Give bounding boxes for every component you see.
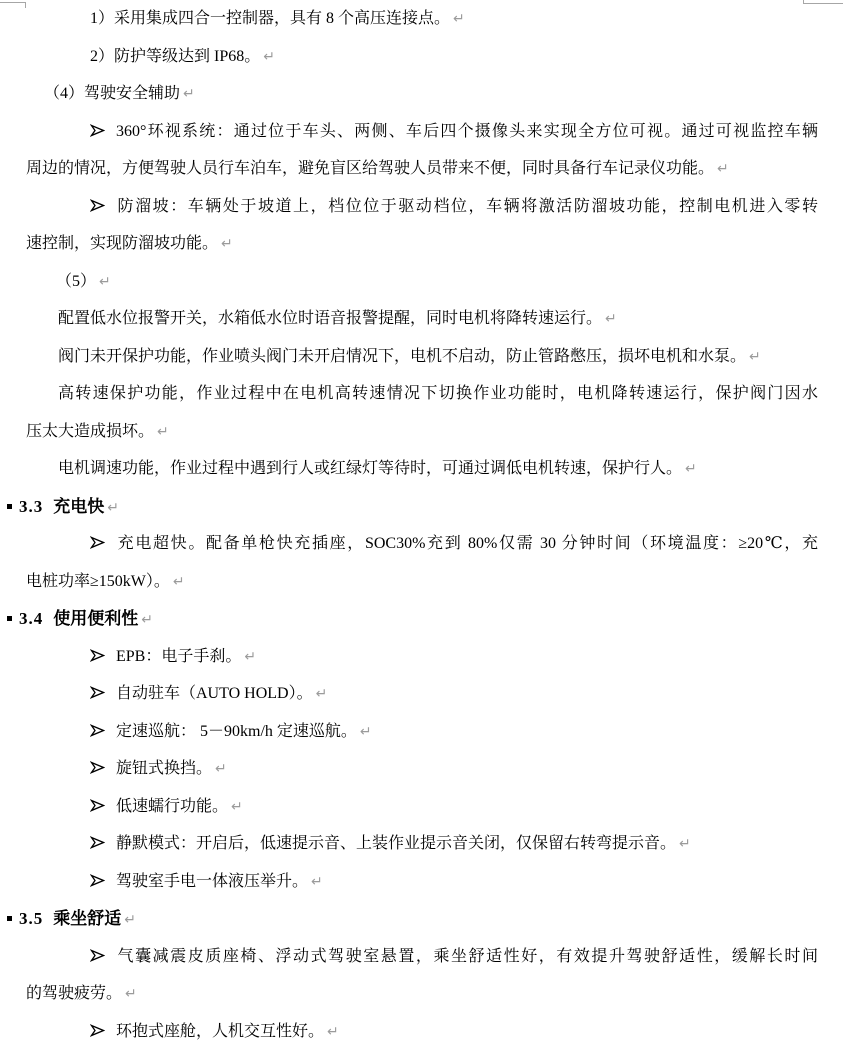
list-item-text: 2）防护等级达到 IP68。 [90, 47, 261, 65]
paragraph-mark: ↵ [315, 686, 328, 702]
list-item-text: 环抱式座舱，人机交互性好。 [116, 1022, 325, 1040]
paragraph-mark: ↵ [244, 648, 257, 665]
list-item-text: 气囊减震皮质座椅、浮动式驾驶室悬置，乘坐舒适性好，有效提升驾驶舒适性，缓解长时间 [116, 947, 818, 965]
list-item-text: 静默模式：开启后，低速提示音、上装作业提示音关闭，仅保留右转弯提示音。 [116, 835, 677, 852]
paragraph-line [58, 338, 818, 376]
paragraph-mark: ↵ [717, 161, 729, 177]
list-item-text: 的驾驶疲劳。 [26, 985, 123, 1002]
arrow-bullet-icon [90, 863, 116, 901]
bullet-list-item [90, 713, 818, 751]
numbered-list-item [90, 38, 818, 76]
section-title: 使用便利性 [53, 609, 139, 628]
arrow-bullet-icon [90, 938, 116, 976]
list-item-text: 低速蠕行功能。 [116, 797, 229, 815]
bullet-list-item [90, 825, 818, 863]
section-heading-3-3 [7, 488, 818, 526]
bullet-list-item [90, 638, 818, 676]
arrow-bullet-icon [90, 825, 116, 863]
text-boundary-crop-mark-left [0, 2, 26, 8]
bullet-list-item [90, 188, 818, 226]
paragraph-line [26, 225, 818, 263]
paragraph-mark: ↵ [359, 723, 372, 740]
arrow-bullet-icon [90, 638, 116, 676]
bullet-list-item [90, 938, 818, 976]
paragraph-line [26, 563, 818, 601]
arrow-bullet-icon [90, 113, 116, 151]
square-bullet-icon [7, 504, 12, 509]
bullet-list-item [90, 1013, 818, 1051]
bullet-list-item [90, 788, 818, 826]
paragraph-mark: ↵ [749, 348, 761, 365]
paragraph-text: 阀门未开保护功能，作业喷头阀门未开启情况下，电机不启动，防止管路憋压，损坏电机和水泵。 [58, 347, 747, 365]
paragraph-mark: ↵ [183, 86, 195, 102]
paragraph-mark: ↵ [221, 236, 233, 252]
square-bullet-icon [7, 616, 12, 621]
list-item-text: 充电超快。配备单枪快充插座，SOC30%充到 80%仅需 30 分钟时间（环境温度：≥20℃，充 [116, 535, 818, 552]
paragraph-mark: ↵ [215, 761, 227, 777]
paragraph-line [58, 450, 818, 488]
section-title: 充电快 [53, 496, 105, 516]
text-boundary-crop-mark-right [803, 0, 843, 4]
section-number: 3.4 [19, 609, 44, 628]
bullet-list-item [90, 113, 818, 151]
arrow-bullet-icon [90, 1013, 116, 1051]
list-item-text: 1）采用集成四合一控制器，具有 8 个高压连接点。 [90, 10, 451, 27]
list-item-text: 自动驻车（AUTO HOLD）。 [116, 685, 313, 702]
list-item-text: 驾驶室手电一体液压举升。 [116, 872, 309, 890]
paragraph-text: 压太大造成损坏。 [26, 422, 155, 440]
paragraph-mark: ↵ [679, 836, 691, 852]
section-number: 3.3 [19, 496, 44, 516]
paragraph-text: 配置低水位报警开关，水箱低水位时语音报警提醒，同时电机将降转速运行。 [58, 310, 603, 327]
list-item-text: 电桩功率≥150kW）。 [26, 572, 170, 590]
paragraph-mark: ↵ [327, 1023, 339, 1040]
list-item-text: 防溜坡：车辆处于坡道上，档位位于驱动档位，车辆将激活防溜坡功能，控制电机进入零转 [116, 197, 818, 215]
section-title: 乘坐舒适 [53, 909, 122, 928]
paragraph-line [26, 413, 818, 451]
paragraph-line [26, 150, 818, 188]
bullet-list-item [90, 863, 818, 901]
paragraph-line [58, 375, 818, 413]
bullet-list-item [90, 525, 818, 563]
list-item-text: 旋钮式换挡。 [116, 760, 213, 777]
paragraph-mark: ↵ [311, 873, 323, 890]
list-item-text: 定速巡航： 5－90km/h 定速巡航。 [116, 722, 357, 740]
arrow-bullet-icon [90, 525, 116, 563]
bullet-list-item [90, 675, 818, 713]
paragraph-mark: ↵ [124, 912, 136, 928]
arrow-bullet-icon [90, 713, 116, 751]
list-item-text: 速控制，实现防溜坡功能。 [26, 235, 219, 252]
arrow-bullet-icon [90, 750, 116, 788]
paragraph-mark: ↵ [231, 798, 243, 815]
subheading-text: （5） [56, 272, 97, 290]
paragraph-mark: ↵ [172, 573, 185, 590]
paragraph-text: 电机调速功能，作业过程中遇到行人或红绿灯等待时，可通过调低电机转速，保护行人。 [58, 460, 683, 477]
section-number: 3.5 [19, 909, 44, 928]
paragraph-mark: ↵ [453, 11, 465, 27]
paragraph-mark: ↵ [685, 461, 697, 477]
paragraph-line [58, 300, 818, 338]
paren-subheading [44, 75, 818, 113]
square-bullet-icon [7, 916, 12, 921]
paragraph-mark: ↵ [141, 612, 153, 628]
paragraph-mark: ↵ [99, 273, 111, 290]
paragraph-mark: ↵ [605, 311, 617, 327]
list-item-text: 360°环视系统：通过位于车头、两侧、车后四个摄像头来实现全方位可视。通过可视监控车辆 [116, 122, 818, 140]
numbered-list-item [90, 0, 818, 38]
paragraph-mark: ↵ [157, 423, 169, 440]
paragraph-mark: ↵ [107, 499, 119, 516]
arrow-bullet-icon [90, 788, 116, 826]
paren-subheading [56, 263, 818, 301]
arrow-bullet-icon [90, 188, 116, 226]
arrow-bullet-icon [90, 675, 116, 713]
subheading-text: （4）驾驶安全辅助 [44, 85, 181, 102]
paragraph-text: 高转速保护功能，作业过程中在电机高转速情况下切换作业功能时，电机降转速运行，保护阀门因水 [58, 385, 818, 402]
section-heading-3-5 [7, 900, 818, 938]
bullet-list-item [90, 750, 818, 788]
paragraph-mark: ↵ [263, 48, 275, 65]
paragraph-mark: ↵ [125, 986, 137, 1002]
list-item-text: EPB：电子手刹。 [116, 647, 242, 665]
paragraph-line [26, 975, 818, 1013]
list-item-text: 周边的情况，方便驾驶人员行车泊车，避免盲区给驾驶人员带来不便，同时具备行车记录仪功能。 [26, 160, 715, 177]
section-heading-3-4 [7, 600, 818, 638]
